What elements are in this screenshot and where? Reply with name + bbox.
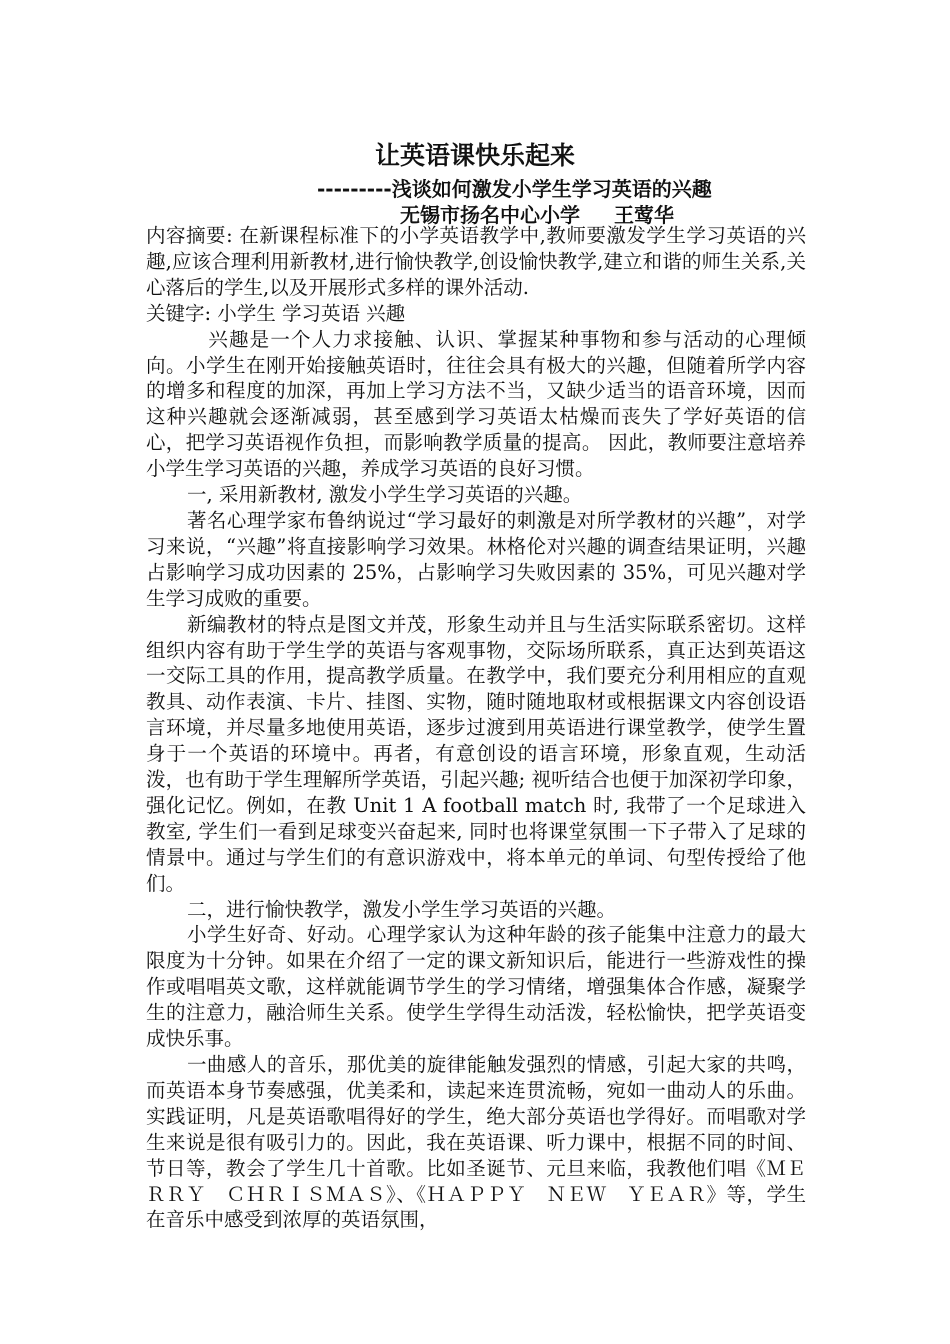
paragraph: 小学生好奇、好动。心理学家认为这种年龄的孩子能集中注意力的最大限度为十分钟。如果在介绍了一定的课文新知识后，能进行一些游戏性的操作或唱唱英文歌，这样就能调节学生的学习情绪，增强集体合作感，凝聚学生的注意力，融洽师生关系。使学生学得生动活泼，轻松愉快，把学英语变成快乐事。 — [146, 923, 806, 1051]
paragraph-intro: 兴趣是一个人力求接触、认识、掌握某种事物和参与活动的心理倾向。小学生在刚开始接触英语时，往往会具有极大的兴趣，但随着所学内容的增多和程度的加深，再加上学习方法不当，又缺少适当的语音环境，因而这种兴趣就会逐渐减弱，甚至感到学习英语太枯燥而丧失了学好英语的信心，把学习英语视作负担，而影响教学质量的提高。 因此，教师要注意培养小学生学习英语的兴趣，养成学习英语的良好习惯。 — [146, 327, 806, 481]
author-school: 无锡市扬名中心小学 — [400, 203, 580, 227]
abstract: 内容摘要: 在新课程标准下的小学英语教学中,教师要激发学生学习英语的兴趣,应该合理利用新教材,进行愉快教学,创设愉快教学,建立和谐的师生关系,关心落后的学生,以及开展形式多样的课外活动. — [146, 224, 806, 299]
document-body — [146, 223, 806, 1233]
document-subtitle: ---------浅谈如何激发小学生学习英语的兴趣 — [317, 177, 712, 201]
section-heading-1: 一, 采用新教材, 激发小学生学习英语的兴趣。 — [186, 483, 583, 507]
document-title: 让英语课快乐起来 — [374, 141, 575, 170]
paragraph: 一曲感人的音乐，那优美的旋律能触发强烈的情感，引起大家的共鸣，而英语本身节奏感强，优美柔和，读起来连贯流畅，宛如一曲动人的乐曲。实践证明，凡是英语歌唱得好的学生，绝大部分英语也学得好。而唱歌对学生来说是很有吸引力的。因此，我在英语课、听力课中，根据不同的时间、节日等，教会了学生几十首歌。比如圣诞节、元旦来临，我教他们唱《ＭＥＲＲＹ ＣＨＲＩＳＭＡＳ》、《ＨＡＰＰＹ ＮＥＷ ＹＥＡＲ》等，学生在音乐中感受到浓厚的英语氛围， — [146, 1053, 806, 1232]
author-name: 王莺华 — [614, 203, 674, 227]
keywords: 关键字: 小学生 学习英语 兴趣 — [146, 301, 406, 325]
paragraph: 著名心理学家布鲁纳说过“学习最好的刺激是对所学教材的兴趣”，对学习来说，“兴趣”将直接影响学习效果。林格伦对兴趣的调查结果证明，兴趣占影响学习成功因素的 25%，占影响学习失败因素的 35%，可见兴趣对学生学习成败的重要。 — [146, 508, 806, 610]
section-heading-2: 二，进行愉快教学，激发小学生学习英语的兴趣。 — [186, 897, 616, 921]
paragraph: 新编教材的特点是图文并茂，形象生动并且与生活实际联系密切。这样组织内容有助于学生学的英语与客观事物，交际场所联系，真正达到英语这一交际工具的作用，提高教学质量。在教学中，我们要充分利用相应的直观教具、动作表演、卡片、挂图、实物，随时随地取材或根据课文内容创设语言环境，并尽量多地使用英语，逐步过渡到用英语进行课堂教学，使学生置身于一个英语的环境中。再者，有意创设的语言环境，形象直观，生动活泼，也有助于学生理解所学英语，引起兴趣; 视听结合也便于加深初学印象，强化记忆。例如，在教 Unit 1 A football match 时, 我带了一个足球进入教室, 学生们一看到足球变兴奋起来, 同时也将课堂氛围一下子带入了足球的情景中。通过与学生们的有意识游戏中，将本单元的单词、句型传授给了他们。 — [146, 612, 806, 895]
